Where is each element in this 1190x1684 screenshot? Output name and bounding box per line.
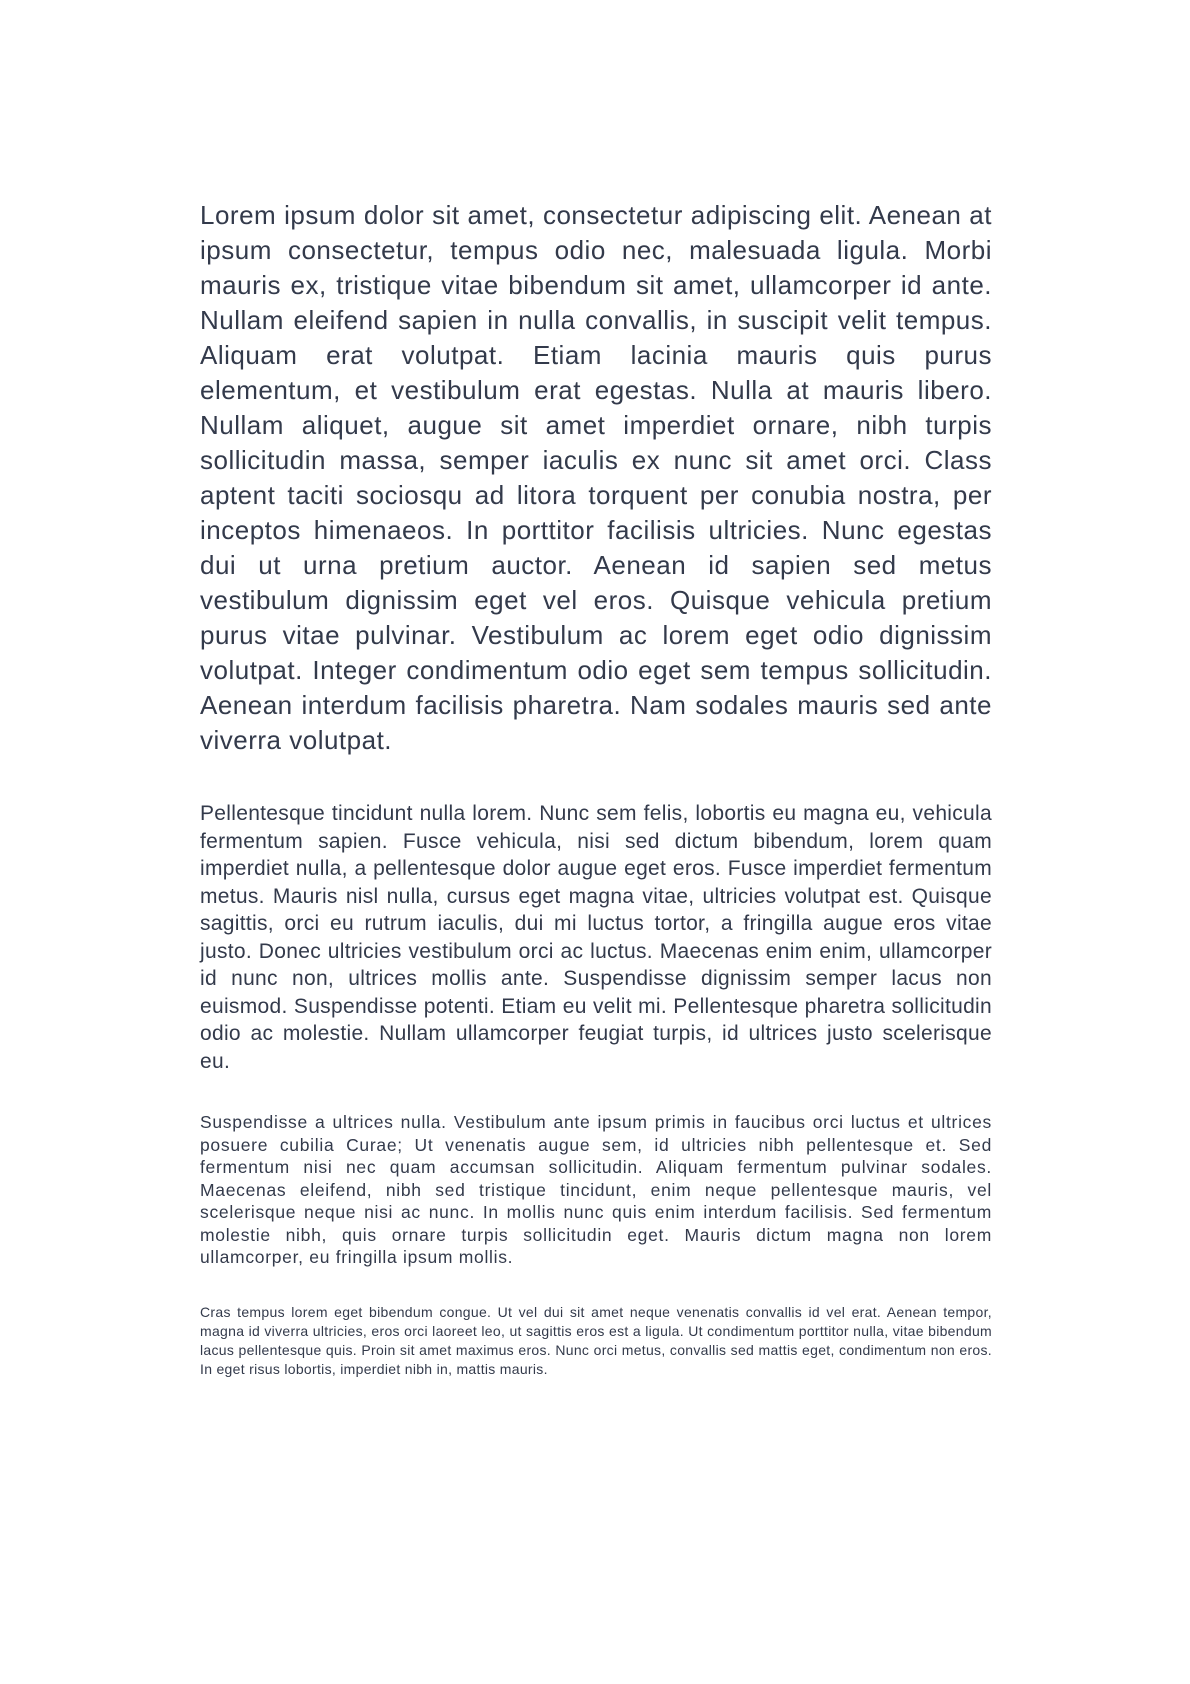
paragraph-second: Pellentesque tincidunt nulla lorem. Nunc sem felis, lobortis eu magna eu, vehicula fermentum sapien. Fusce vehicula, nisi sed dictum bibendum, lorem quam imperdiet nulla, a pellentesque dolor augue eget eros. Fusce imperdiet fermentum metus. Mauris nisl nulla, cursus eget magna vitae, ultricies volutpat est. Quisque sagittis, orci eu rutrum iaculis, dui mi luctus tortor, a fringilla augue eros vitae justo. Donec ultricies vestibulum orci ac luctus. Maecenas enim enim, ullamcorper id nunc non, ultrices mollis ante. Suspendisse dignissim semper lacus non euismod. Suspendisse potenti. Etiam eu velit mi. Pellentesque pharetra sollicitudin odio ac molestie. Nullam ullamcorper feugiat turpis, id ultrices justo scelerisque eu.	[200, 802, 992, 1073]
paragraph-lead: Lorem ipsum dolor sit amet, consectetur adipiscing elit. Aenean at ipsum consectetur, tempus odio nec, malesuada ligula. Morbi mauris ex, tristique vitae bibendum sit amet, ullamcorper id ante. Nullam eleifend sapien in nulla convallis, in suscipit velit tempus. Aliquam erat volutpat. Etiam lacinia mauris quis purus elementum, et vestibulum erat egestas. Nulla at mauris libero. Nullam aliquet, augue sit amet imperdiet ornare, nibh turpis sollicitudin massa, semper iaculis ex nunc sit amet orci. Class aptent taciti sociosqu ad litora torquent per conubia nostra, per inceptos himenaeos. In porttitor facilisis ultricies. Nunc egestas dui ut urna pretium auctor. Aenean id sapien sed metus vestibulum dignissim eget vel eros. Quisque vehicula pretium purus vitae pulvinar. Vestibulum ac lorem eget odio dignissim volutpat. Integer condimentum odio eget sem tempus sollicitudin. Aenean interdum facilisis pharetra. Nam sodales mauris sed ante viverra volutpat.	[200, 200, 992, 755]
paragraph-fourth: Cras tempus lorem eget bibendum congue. Ut vel dui sit amet neque venenatis convallis id vel erat. Aenean tempor, magna id viverra ultricies, eros orci laoreet leo, ut sagittis eros est a ligula. Ut condimentum porttitor nulla, vitae bibendum lacus pellentesque quis. Proin sit amet maximus eros. Nunc orci metus, convallis sed mattis eget, condimentum non eros. In eget risus lobortis, imperdiet nibh in, mattis mauris.	[200, 1303, 992, 1377]
document-page	[200, 198, 992, 1379]
paragraph-third: Suspendisse a ultrices nulla. Vestibulum ante ipsum primis in faucibus orci luctus et ultrices posuere cubilia Curae; Ut venenatis augue sem, id ultricies nibh pellentesque et. Sed fermentum nisi nec quam accumsan sollicitudin. Aliquam fermentum pulvinar sodales. Maecenas eleifend, nibh sed tristique tincidunt, enim neque pellentesque mauris, vel scelerisque neque nisi ac nunc. In mollis nunc quis enim interdum facilisis. Sed fermentum molestie nibh, quis ornare turpis sollicitudin eget. Mauris dictum magna non lorem ullamcorper, eu fringilla ipsum mollis.	[200, 1112, 992, 1267]
